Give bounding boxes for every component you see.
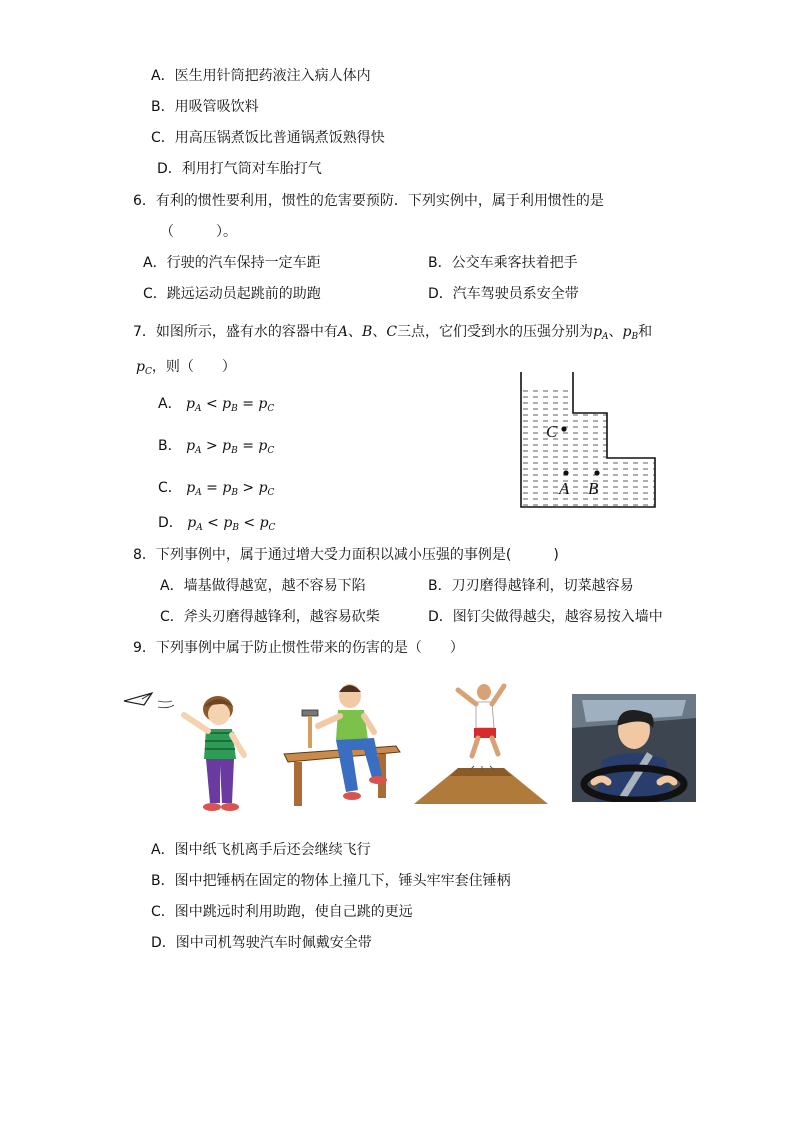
point-a-dot	[563, 470, 568, 475]
q7-sep: 、	[372, 324, 387, 340]
q7-then: ，则（ ）	[151, 359, 236, 375]
q7-stem-line1	[133, 322, 652, 347]
q7-sep: 、	[348, 324, 363, 340]
q7-pa-symbol: $p_A$	[593, 324, 609, 342]
q5-option-d: D．利用打气筒对车胎打气	[157, 161, 322, 177]
q7-pc-symbol: $p_C$	[136, 359, 152, 377]
q6-option-d: D．汽车驾驶员系安全带	[428, 286, 579, 302]
q9-option-a: A．图中纸飞机离手后还会继续飞行	[151, 842, 371, 858]
q7-pb-symbol: $p_B$	[622, 324, 639, 342]
q6-stem: 6．有利的惯性要利用，惯性的危害要预防．下列实例中，属于利用惯性的是	[133, 193, 604, 209]
q6-option-b: B．公交车乘客扶着把手	[428, 255, 578, 271]
q7-stem-mid: 三点，它们受到水的压强分别为	[397, 324, 594, 340]
label-c: C	[546, 422, 558, 441]
q7-option-b: B． $p_A > p_B = p_C$	[158, 438, 275, 456]
q9-option-b: B．图中把锤柄在固定的物体上撞几下，锤头牢牢套住锤柄	[151, 873, 511, 889]
seatbelt-driver-illustration	[572, 694, 696, 802]
q7-point-c: C	[386, 324, 398, 340]
q7-option-a: A． $p_A < p_B = p_C$	[158, 396, 275, 414]
q5-option-c: C．用高压锅煮饭比普通锅煮饭熟得快	[151, 130, 385, 146]
q7-and: 和	[638, 324, 653, 340]
label-b: B	[588, 479, 599, 498]
q8-stem: 8．下列事例中，属于通过增大受力面积以减小压强的事例是( )	[133, 547, 559, 563]
q5-option-a: A．医生用针筒把药液注入病人体内	[151, 68, 371, 84]
paper-plane-boy-illustration	[120, 685, 255, 817]
q8-option-a: A．墙基做得越宽，越不容易下陷	[160, 578, 366, 594]
q7-stem-line2	[136, 357, 236, 382]
q7-sep: 、	[608, 324, 623, 340]
water-container-figure	[512, 370, 662, 515]
q7-option-d: D． $p_A < p_B < p_C$	[158, 515, 276, 533]
q7-option-c: C． $p_A = p_B > p_C$	[158, 480, 275, 498]
q8-option-b: B．刀刃磨得越锋利，切菜越容易	[428, 578, 634, 594]
q5-option-b: B．用吸管吸饮料	[151, 99, 259, 115]
q9-option-d: D．图中司机驾驶汽车时佩戴安全带	[151, 935, 372, 951]
q7-stem-prefix: 7．如图所示，盛有水的容器中有	[133, 324, 338, 340]
q7-point-b: B	[362, 324, 373, 340]
q6-option-c: C．跳远运动员起跳前的助跑	[143, 286, 321, 302]
q9-stem: 9．下列事例中属于防止惯性带来的伤害的是（ ）	[133, 640, 464, 656]
q9-option-c: C．图中跳远时利用助跑，使自己跳的更远	[151, 904, 413, 920]
q6-paren: （ ）。	[160, 224, 237, 240]
q8-option-d: D．图钉尖做得越尖，越容易按入墙中	[428, 609, 663, 625]
long-jump-illustration	[412, 682, 550, 808]
point-c-dot	[561, 426, 566, 431]
point-b-dot	[594, 470, 599, 475]
q8-option-c: C．斧头刃磨得越锋利，越容易砍柴	[160, 609, 380, 625]
q7-point-a: A	[337, 324, 349, 340]
hammer-man-illustration	[278, 680, 410, 812]
q6-option-a: A．行驶的汽车保持一定车距	[143, 255, 321, 271]
label-a: A	[559, 479, 570, 498]
